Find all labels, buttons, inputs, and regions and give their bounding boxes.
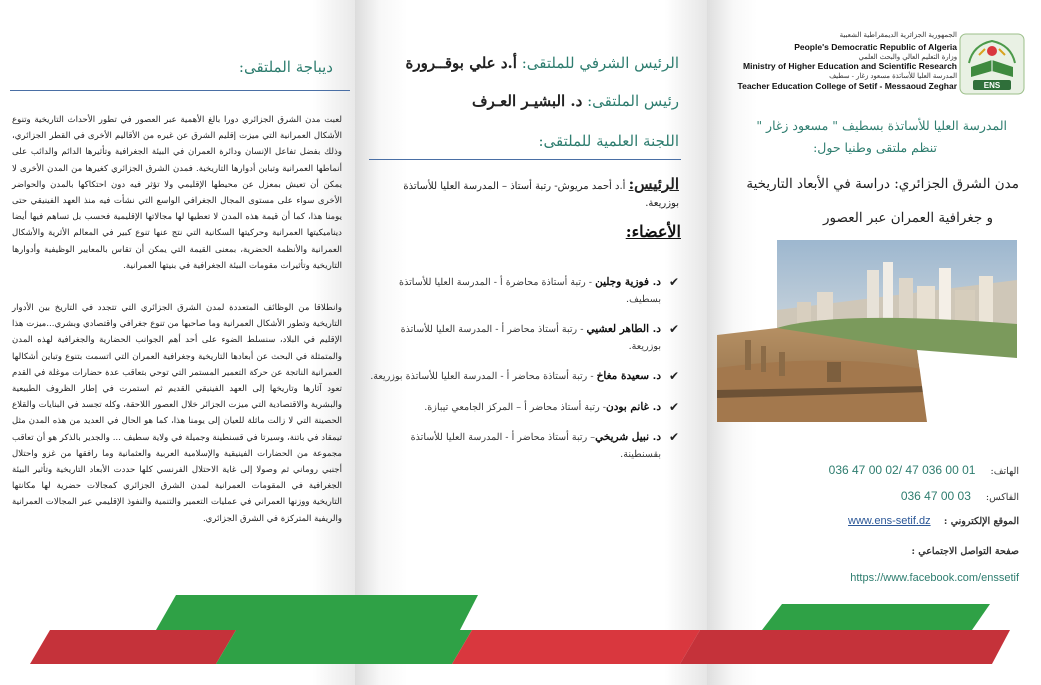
- member-name: د. الطاهر لعشيي: [586, 323, 661, 335]
- committee-president: [379, 176, 679, 212]
- checkmark-icon: ✔: [668, 322, 679, 336]
- member-details: - رتبة أستاذة محاضرة أ - المدرسة العليا للأساتذة بسطيف.: [399, 277, 661, 305]
- checkmark-icon: ✔: [668, 430, 679, 444]
- list-item: [369, 368, 679, 386]
- phone-value: 036 47 00 02/ 47 036 00 01: [828, 463, 976, 477]
- preamble-divider: [10, 90, 350, 91]
- topic-line-2: و جغرافية العمران عبر العصور: [823, 210, 993, 226]
- header-college-en: Teacher Education College of Setif - Messaoud Zeghar: [737, 81, 957, 91]
- member-name: د. سعيدة مغاخ: [596, 370, 661, 382]
- chair-name: د. البشيـر العـرف: [471, 92, 583, 110]
- list-item: [369, 429, 679, 463]
- header-republic-ar: الجمهورية الجزائرية الديمقراطية الشعبية: [839, 31, 957, 39]
- member-name: د. فوزية وجلين: [595, 276, 661, 288]
- city-ruins-photo: [717, 240, 1017, 422]
- committee-divider: [369, 159, 681, 160]
- website-line: [848, 515, 1019, 527]
- chair-label: رئيس الملتقى:: [587, 92, 679, 110]
- honorary-chair-label: الرئيس الشرفي للملتقى:: [521, 54, 679, 72]
- list-item: [369, 399, 679, 417]
- phone-line: [829, 463, 1019, 477]
- member-details: - رتبة أستاذ محاضر أ - المدرسة العليا للأساتذة بوزريعة.: [400, 324, 661, 352]
- website-label: الموقع الإلكتروني :: [943, 516, 1019, 527]
- preamble-panel: [0, 0, 355, 685]
- president-label: الرئيس:: [628, 175, 679, 193]
- member-details: - رتبة أستاذ محاضر أ – المركز الجامعي تيبازة.: [424, 401, 607, 413]
- member-details: - رتبة أستاذة محاضر أ - المدرسة العليا للأساتذة بوزريعة.: [370, 371, 597, 382]
- organizer-line-1: المدرسة العليا للأساتذة بسطيف " مسعود زغار ": [756, 118, 1007, 133]
- member-name: د. نبيل شريخي: [595, 431, 661, 443]
- facebook-link[interactable]: https://www.facebook.com/enssetif: [850, 572, 1019, 584]
- committee-title: اللجنة العلمية للملتقى:: [538, 132, 679, 150]
- preamble-paragraph-2: وانطلاقا من الوظائف المتعددة لمدن الشرق الجزائري التي تتجدد في التاريخ بين الأدوار التاريخية وتطور الأشكال العمرانية وما صاحبها من تنوع جغرافي واقتصادي وبشري...ميزت هذا الإقليم في البلاد، سنسلط الضوء على أحد أهم الجوانب الحضارية والجغرافية لهذه المدن والمتمثلة في البحث عن أبعادها التاريخية وجغرافية العمران التي اتسمت بتنوع وتباين أشكالها العمرانية الناتجة عن حركة التعمير المستمر التي توحي بتعاقب عدة حضارات موغلة في القدم تعود آثارها وتاريخها إلى العهد الفينيقي القديم ثم استمرت في إطار الظروف الطبيعية والبشرية والاقتصادية التي ميزت الجزائر خلال العصور اللاحقة، وكله تجسد في البنايات والقلاع الحصينة التي لا زالت ماثلة للعيان إلى يومنا هذا، كما هو الحال في العديد من هذه المدن مثل تيمقاد في باتنة، وسيرتا في قسنطينة وجميلة في ولاية سطيف ... والجدير بالذكر هو أن تعاقب مجموعة من الحضارات الفينيقية والإسلامية العربية والعثمانية وما رافقها من غزو واحتلال أجنبي روماني ثم وصولا إلى غاية الاحتلال الفرنسي كلها حددت الأبعاد التاريخية وتأثير البيئة الجغرافية في المقومات العمرانية لمدن الشرق الجزائري كمجالات حضرية لها مكانتها التاريخية ووزنها العمراني في عمليات التعمير والتنمية والنفوذ الإقليمي عبر المجالات العمرانية والريفية المتركزة في الشرق الجزائري.: [12, 303, 342, 524]
- ens-logo: [959, 33, 1025, 95]
- phone-label: الهاتف:: [990, 466, 1019, 477]
- president-text: أ.د أحمد مريوش- رتبة أستاذ – المدرسة العليا للأساتذة بوزريعة.: [403, 181, 679, 209]
- organizer-line-2: تنظم ملتقى وطنيا حول:: [813, 140, 937, 155]
- list-item: [369, 274, 679, 308]
- header-republic-en: People's Democratic Republic of Algeria: [794, 42, 957, 52]
- social-label: صفحة التواصل الاجتماعي :: [911, 546, 1019, 557]
- member-name: د. غانم بودن: [606, 400, 661, 413]
- fax-value: 036 47 00 03: [900, 489, 971, 503]
- members-list: [369, 274, 679, 476]
- committee-panel: [355, 0, 707, 685]
- honorary-chair-name: أ.د علي بوقــرورة: [405, 54, 517, 72]
- checkmark-icon: ✔: [668, 275, 679, 289]
- list-item: [369, 321, 679, 355]
- checkmark-icon: ✔: [668, 399, 679, 414]
- members-title: الأعضاء:: [625, 222, 681, 241]
- preamble-paragraph-1: لعبت مدن الشرق الجزائري دورا بالغ الأهمية عبر العصور في تطور الأحداث التاريخية وتنوع الأشكال العمرانية التي ميزت إقليم الشرق عن غيره من الأقاليم الأخرى في القطر الجزائري، وذلك بفضل تفاعل الإنسان ودائرة العمران في البيئة الجغرافية وتأثيرها الدائم والدائب على أنماطها العمرانية وتباين أدوارها التاريخية. فمدن الشرق الجزائري كغيرها من المدن الأخرى لا يمكن أن تعيش بمعزل عن محيطها الإقليمي ولا تؤثر فيه دون احتكاكها بالمدن والحواضر الأخرى سواء على مستوى المجال الجغرافي الواسع التي نشأت فيه منذ العهد الفينيقي حتى يومنا هذا، كما أن قيمة هذه المدن لا تعطيها لها مجالاتها الإقليمية فحسب بل تساهم فيها أيضا ديناميكيتها العمرانية وحركيتها السكانية التي نتج عنها تنوع كبير في المعالم الأثرية والأشكال العمرانية والأنظمة الحضرية، بمعنى القيمة التي يمكن أن تقاس بالمعايير الوظيفية وأدوارها التاريخية وتأثيرات مقومات البيئة الجغرافية في بنيتها العمرانية.: [12, 115, 342, 271]
- header-ministry-en: Ministry of Higher Education and Scientific Research: [743, 61, 957, 71]
- cover-panel: [707, 0, 1041, 685]
- honorary-chair-line: [405, 54, 679, 72]
- checkmark-icon: ✔: [668, 369, 679, 383]
- fax-line: [901, 489, 1019, 503]
- header-college-ar: المدرسة العليا للأساتذة مسعود زغار - سطيف: [829, 72, 957, 80]
- header-ministry-ar: وزارة التعليم العالي والبحث العلمي: [858, 53, 957, 61]
- website-link[interactable]: www.ens-setif.dz: [848, 515, 931, 527]
- member-details: – رتبة أستاذ محاضر أ - المدرسة العليا للأساتذة بقسنطينة.: [410, 432, 661, 460]
- fax-label: الفاكس:: [985, 492, 1019, 503]
- bottom-stripes: [0, 590, 1041, 685]
- logo-lettering: ENS: [983, 81, 1001, 90]
- chair-line: [472, 92, 679, 110]
- topic-line-1: مدن الشرق الجزائري: دراسة في الأبعاد التاريخية: [746, 176, 1019, 192]
- preamble-title: ديباجة الملتقى:: [238, 58, 333, 76]
